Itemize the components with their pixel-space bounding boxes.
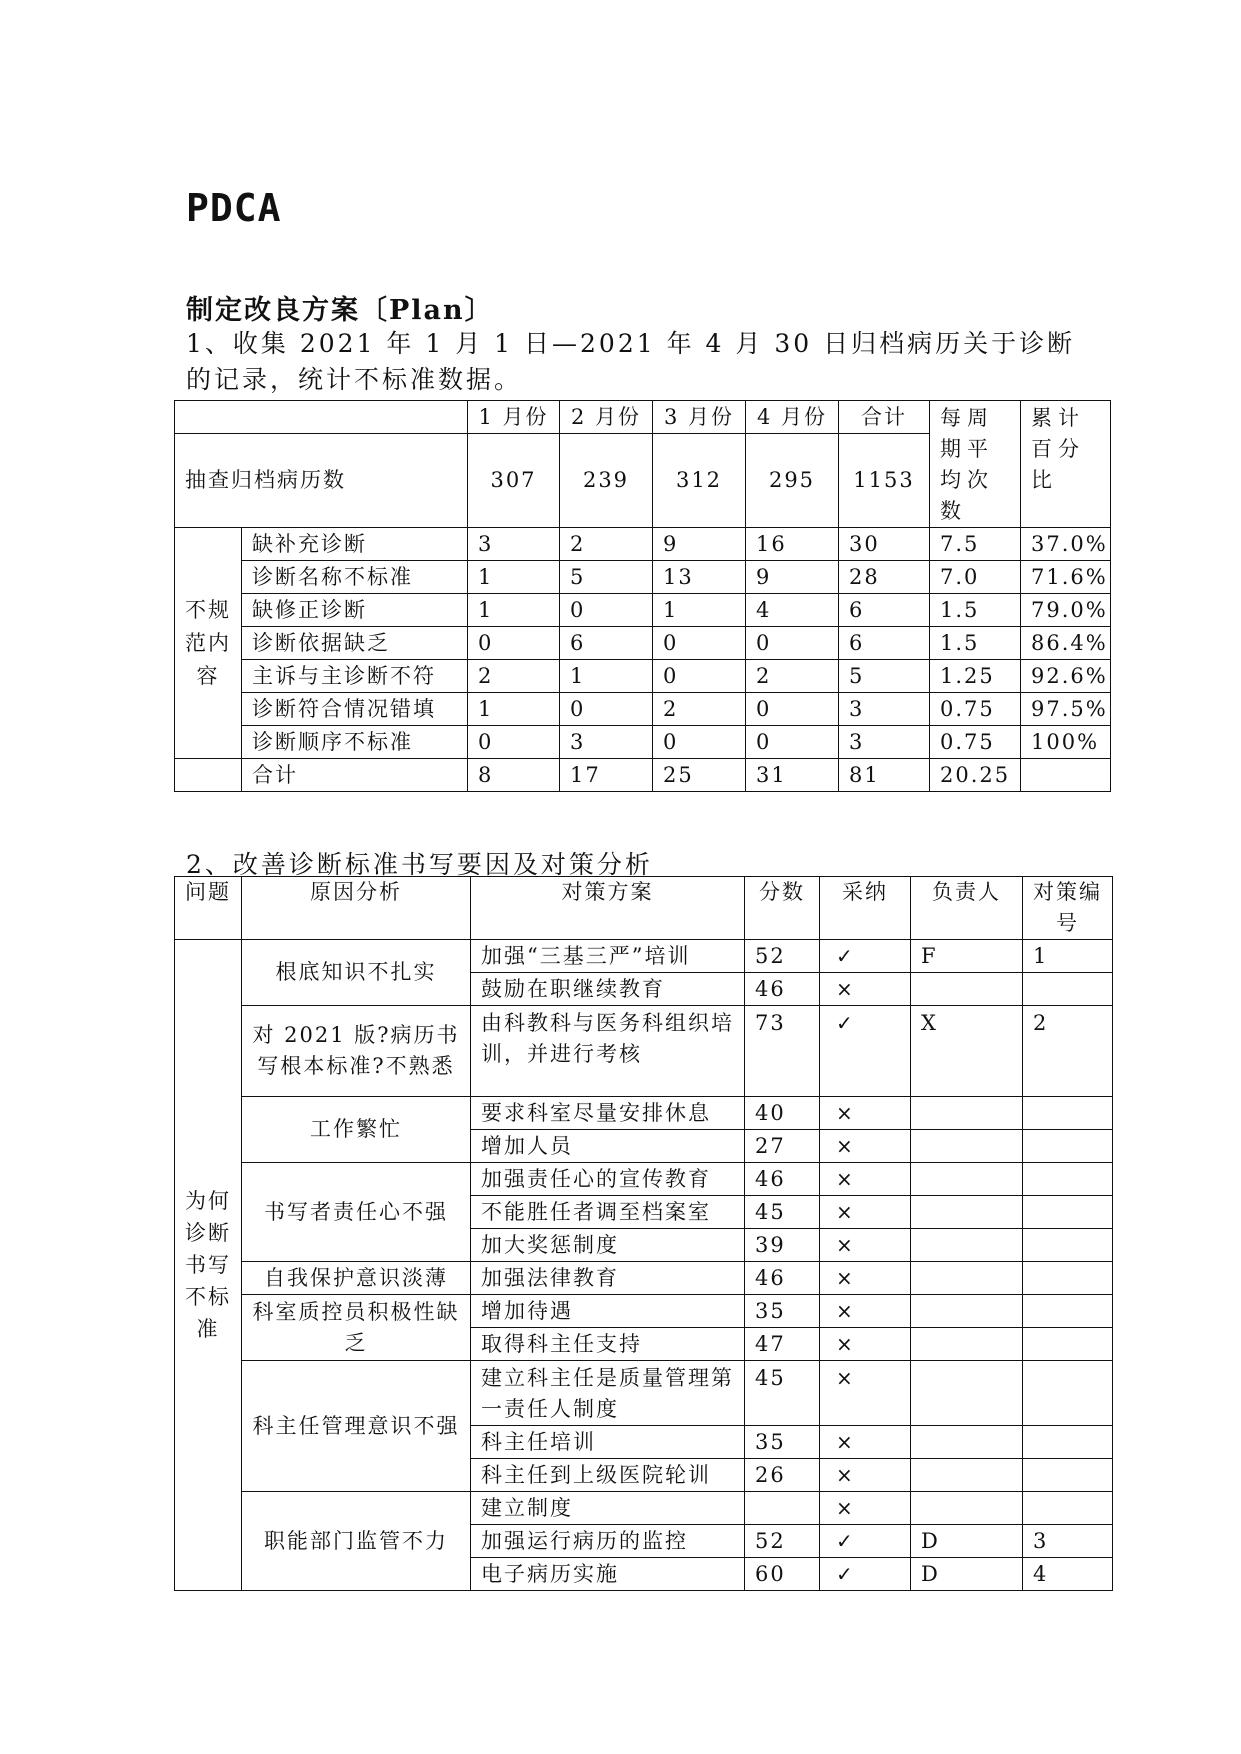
table-cell: 0 [653,660,746,693]
table-cell: 0 [468,627,560,660]
score-cell: 26 [745,1459,820,1492]
cause-cell: 自我保护意识淡薄 [242,1262,471,1295]
problem-label: 为何诊断书写不标准 [175,940,242,1591]
table-cell: 16 [746,528,839,561]
table-row [175,1006,1113,1097]
cross-icon: × [820,1361,911,1426]
score-cell: 45 [745,1196,820,1229]
total-label: 合计 [242,759,468,792]
cross-icon: × [820,1196,911,1229]
owner-cell [911,1229,1023,1262]
table-cell: 7.5 [930,528,1021,561]
score-cell: 46 [745,973,820,1006]
table-cell: 100% [1021,726,1111,759]
measure-cell: 增加人员 [471,1130,745,1163]
sampled-label: 抽查归档病历数 [175,434,468,528]
row-label: 主诉与主诊断不符 [242,660,468,693]
table-row [175,693,1111,726]
score-cell: 45 [745,1361,820,1426]
code-cell [1023,1492,1113,1525]
cause-cell: 科主任管理意识不强 [242,1361,471,1492]
owner-cell: F [911,940,1023,973]
table-cell: 3 [468,528,560,561]
measure-cell: 建立制度 [471,1492,745,1525]
code-cell [1023,1196,1113,1229]
score-cell: 52 [745,940,820,973]
table-cell: 0 [560,693,653,726]
table-cell: 1.25 [930,660,1021,693]
table-row [175,1262,1113,1295]
measure-cell: 科主任到上级医院轮训 [471,1459,745,1492]
total-cell: 31 [746,759,839,792]
total-row [175,759,1111,792]
table-cell: 92.6% [1021,660,1111,693]
table-cell: 37.0% [1021,528,1111,561]
owner-cell [911,1262,1023,1295]
intro-paragraph: 1、收集 2021 年 1 月 1 日—2021 年 4 月 30 日归档病历关于诊断的记录，统计不标准数据。 [186,329,1076,394]
column-header-adopt: 采纳 [820,877,911,940]
code-cell: 4 [1023,1558,1113,1591]
cross-icon: × [820,1492,911,1525]
column-header: 每周期平均次数 [930,401,1021,528]
table-cell: 1 [468,693,560,726]
table-cell: 6 [560,627,653,660]
owner-cell [911,1097,1023,1130]
code-cell [1023,1097,1113,1130]
score-cell [745,1492,820,1525]
column-header-score: 分数 [745,877,820,940]
cause-countermeasure-table [174,876,1113,1591]
score-cell: 73 [745,1006,820,1097]
owner-cell [911,1130,1023,1163]
table-cell: 0.75 [930,726,1021,759]
score-cell: 47 [745,1328,820,1361]
table-row [175,660,1111,693]
total-cell: 81 [839,759,930,792]
measure-cell: 由科教科与医务科组织培训，并进行考核 [471,1006,745,1097]
table-row [175,726,1111,759]
measure-cell: 加强运行病历的监控 [471,1525,745,1558]
owner-cell [911,1361,1023,1426]
table-cell: 28 [839,561,930,594]
owner-cell [911,973,1023,1006]
row-label: 诊断顺序不标准 [242,726,468,759]
owner-cell [911,1459,1023,1492]
table-cell: 1.5 [930,594,1021,627]
measure-cell: 电子病历实施 [471,1558,745,1591]
measure-cell: 建立科主任是质量管理第一责任人制度 [471,1361,745,1426]
table-cell: 2 [653,693,746,726]
group-label: 不规范内容 [175,528,242,759]
cross-icon: × [820,1426,911,1459]
column-header-code: 对策编号 [1023,877,1113,940]
cross-icon: × [820,1295,911,1328]
table-cell: 6 [839,627,930,660]
table-cell: 0 [746,627,839,660]
code-cell [1023,1459,1113,1492]
table-cell: 30 [839,528,930,561]
row-label: 缺修正诊断 [242,594,468,627]
row-label: 缺补充诊断 [242,528,468,561]
table-row [175,1492,1113,1525]
table-cell: 1 [653,594,746,627]
owner-cell [911,1196,1023,1229]
code-cell [1023,1328,1113,1361]
sampled-value: 307 [468,434,560,528]
sampled-value: 312 [653,434,746,528]
cross-icon: × [820,1163,911,1196]
cross-icon: × [820,1229,911,1262]
code-cell: 2 [1023,1006,1113,1097]
cause-cell: 科室质控员积极性缺乏 [242,1295,471,1361]
table1-header-row [175,401,1111,434]
table-cell: 1 [468,561,560,594]
table-cell: 3 [839,693,930,726]
table-cell: 2 [560,528,653,561]
cause-cell: 对 2021 版?病历书写根本标准?不熟悉 [242,1006,471,1097]
measure-cell: 科主任培训 [471,1426,745,1459]
document-title: PDCA [186,186,282,230]
table-cell: 3 [839,726,930,759]
total-cell: 25 [653,759,746,792]
check-icon: ✓ [820,1006,911,1097]
table-row [175,528,1111,561]
measure-cell: 加大奖惩制度 [471,1229,745,1262]
table-cell: 97.5% [1021,693,1111,726]
cross-icon: × [820,1097,911,1130]
table-cell: 0 [653,627,746,660]
table-cell: 2 [746,660,839,693]
table-cell: 9 [653,528,746,561]
blank-cell [175,759,242,792]
cause-cell: 书写者责任心不强 [242,1163,471,1262]
total-cell [1021,759,1111,792]
table-cell: 0 [653,726,746,759]
table-cell: 1 [560,660,653,693]
measure-cell: 加强“三基三严”培训 [471,940,745,973]
cross-icon: × [820,1262,911,1295]
sampled-value: 295 [746,434,839,528]
code-cell [1023,1361,1113,1426]
code-cell [1023,1262,1113,1295]
table-cell: 1 [468,594,560,627]
owner-cell [911,1163,1023,1196]
score-cell: 35 [745,1295,820,1328]
table-cell: 86.4% [1021,627,1111,660]
sampled-value: 239 [560,434,653,528]
column-header: 4 月份 [746,401,839,434]
measure-cell: 不能胜任者调至档案室 [471,1196,745,1229]
plan-heading: 制定改良方案〔Plan〕 [186,295,494,326]
cross-icon: × [820,973,911,1006]
code-cell: 1 [1023,940,1113,973]
score-cell: 40 [745,1097,820,1130]
column-header: 合计 [839,401,930,434]
cross-icon: × [820,1130,911,1163]
table-row [175,940,1113,973]
code-cell [1023,973,1113,1006]
check-icon: ✓ [820,1525,911,1558]
column-header: 1 月份 [468,401,560,434]
table-row [175,1163,1113,1196]
table-cell: 6 [839,594,930,627]
row-label: 诊断名称不标准 [242,561,468,594]
column-header: 累计百分比 [1021,401,1111,528]
measure-cell: 加强责任心的宣传教育 [471,1163,745,1196]
table-cell: 71.6% [1021,561,1111,594]
table-cell: 0 [468,726,560,759]
measure-cell: 加强法律教育 [471,1262,745,1295]
table-cell: 0 [560,594,653,627]
measure-cell: 增加待遇 [471,1295,745,1328]
total-cell: 17 [560,759,653,792]
table-cell: 0.75 [930,693,1021,726]
cause-cell: 职能部门监管不力 [242,1492,471,1591]
owner-cell: D [911,1558,1023,1591]
measure-cell: 取得科主任支持 [471,1328,745,1361]
score-cell: 46 [745,1262,820,1295]
table-row [175,594,1111,627]
owner-cell [911,1426,1023,1459]
code-cell [1023,1426,1113,1459]
irregular-diagnosis-table [174,400,1111,792]
table-cell: 7.0 [930,561,1021,594]
table-cell: 5 [839,660,930,693]
table-row [175,1361,1113,1426]
table-cell: 13 [653,561,746,594]
table-cell: 0 [746,693,839,726]
table-cell: 0 [746,726,839,759]
column-header: 3 月份 [653,401,746,434]
score-cell: 35 [745,1426,820,1459]
score-cell: 27 [745,1130,820,1163]
score-cell: 39 [745,1229,820,1262]
score-cell: 60 [745,1558,820,1591]
total-cell: 8 [468,759,560,792]
table-row [175,1295,1113,1328]
column-header-owner: 负责人 [911,877,1023,940]
owner-cell [911,1328,1023,1361]
owner-cell [911,1295,1023,1328]
code-cell [1023,1163,1113,1196]
table-cell: 2 [468,660,560,693]
table-row [175,627,1111,660]
table-row [175,561,1111,594]
table-row [175,1097,1113,1130]
table-cell: 79.0% [1021,594,1111,627]
table-cell: 9 [746,561,839,594]
row-label: 诊断依据缺乏 [242,627,468,660]
table2-header-row [175,877,1113,940]
total-cell: 20.25 [930,759,1021,792]
section2-title: 2、改善诊断标准书写要因及对策分析 [186,850,653,879]
table-cell: 5 [560,561,653,594]
header-blank [175,401,468,434]
column-header-cause: 原因分析 [242,877,471,940]
column-header-measure: 对策方案 [471,877,745,940]
code-cell [1023,1130,1113,1163]
cause-cell: 工作繁忙 [242,1097,471,1163]
measure-cell: 要求科室尽量安排休息 [471,1097,745,1130]
score-cell: 52 [745,1525,820,1558]
table-cell: 3 [560,726,653,759]
code-cell [1023,1229,1113,1262]
sampled-value: 1153 [839,434,930,528]
column-header: 2 月份 [560,401,653,434]
owner-cell: D [911,1525,1023,1558]
score-cell: 46 [745,1163,820,1196]
check-icon: ✓ [820,1558,911,1591]
measure-cell: 鼓励在职继续教育 [471,973,745,1006]
code-cell [1023,1295,1113,1328]
cause-cell: 根底知识不扎实 [242,940,471,1006]
code-cell: 3 [1023,1525,1113,1558]
owner-cell: X [911,1006,1023,1097]
row-label: 诊断符合情况错填 [242,693,468,726]
cross-icon: × [820,1328,911,1361]
cross-icon: × [820,1459,911,1492]
check-icon: ✓ [820,940,911,973]
column-header-problem: 问题 [175,877,242,940]
table-cell: 4 [746,594,839,627]
owner-cell [911,1492,1023,1525]
table-cell: 1.5 [930,627,1021,660]
